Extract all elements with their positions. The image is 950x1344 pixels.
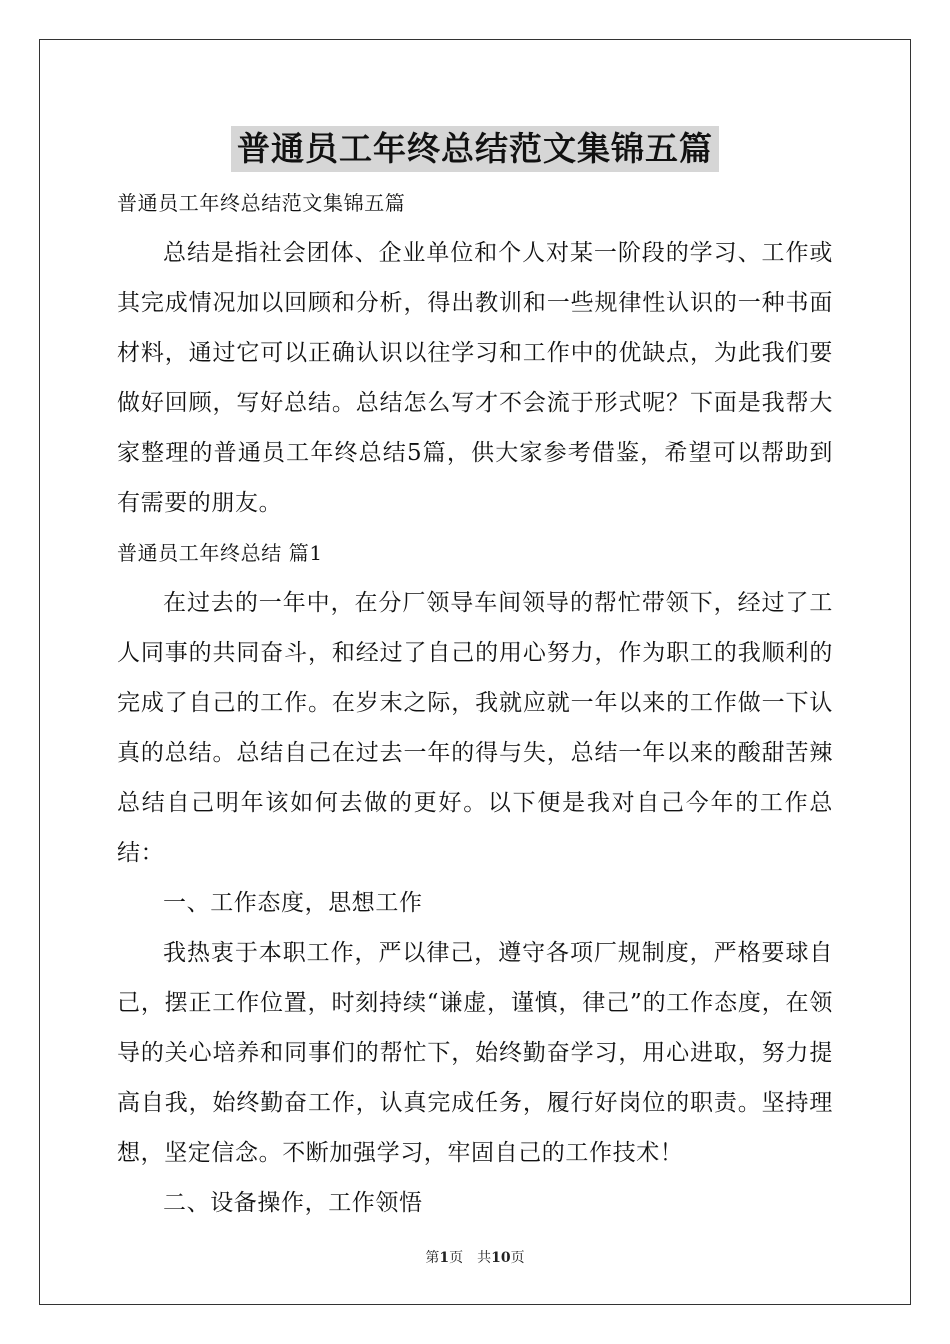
page-prefix: 第 xyxy=(425,1250,440,1266)
subheading-attitude: 一、工作态度，思想工作 xyxy=(163,890,423,916)
page-suffix: 页 xyxy=(449,1250,464,1266)
total-suffix: 页 xyxy=(510,1250,525,1266)
section-1-paragraph: 在过去的一年中，在分厂领导车间领导的帮忙带领下，经过了工人同事的共同奋斗，和经过了自己的用心努力，作为职工的我顺利的完成了自己的工作。在岁末之际，我就应就一年以来的工作做一下认真的总结。总结自己在过去一年的得与失，总结一年以来的酸甜苦辣总结自己明年该如何去做的更好。以下便是我对自己今年的工作总结： xyxy=(117,590,833,866)
page-footer xyxy=(0,1247,950,1267)
total-prefix: 共 xyxy=(477,1250,492,1266)
document-body xyxy=(117,178,833,1228)
subheading-equipment: 二、设备操作，工作领悟 xyxy=(163,1190,423,1216)
title-container xyxy=(0,126,950,172)
page-number: 1 xyxy=(439,1250,450,1266)
section-heading-1: 普通员工年终总结 篇1 xyxy=(117,541,323,565)
total-pages: 10 xyxy=(491,1250,511,1266)
subtitle-paragraph: 普通员工年终总结范文集锦五篇 xyxy=(117,191,406,215)
attitude-paragraph: 我热衷于本职工作，严以律己，遵守各项厂规制度，严格要球自己，摆正工作位置，时刻持续“谦虚，谨慎，律己”的工作态度，在领导的关心培养和同事们的帮忙下，始终勤奋学习，用心进取，努力提高自我，始终勤奋工作，认真完成任务，履行好岗位的职责。坚持理想，坚定信念。不断加强学习，牢固自己的工作技术！ xyxy=(117,940,833,1166)
intro-paragraph: 总结是指社会团体、企业单位和个人对某一阶段的学习、工作或其完成情况加以回顾和分析，得出教训和一些规律性认识的一种书面材料，通过它可以正确认识以往学习和工作中的优缺点，为此我们要做好回顾，写好总结。总结怎么写才不会流于形式呢？下面是我帮大家整理的普通员工年终总结5篇，供大家参考借鉴，希望可以帮助到有需要的朋友。 xyxy=(117,240,833,516)
document-title: 普通员工年终总结范文集锦五篇 xyxy=(231,126,719,172)
